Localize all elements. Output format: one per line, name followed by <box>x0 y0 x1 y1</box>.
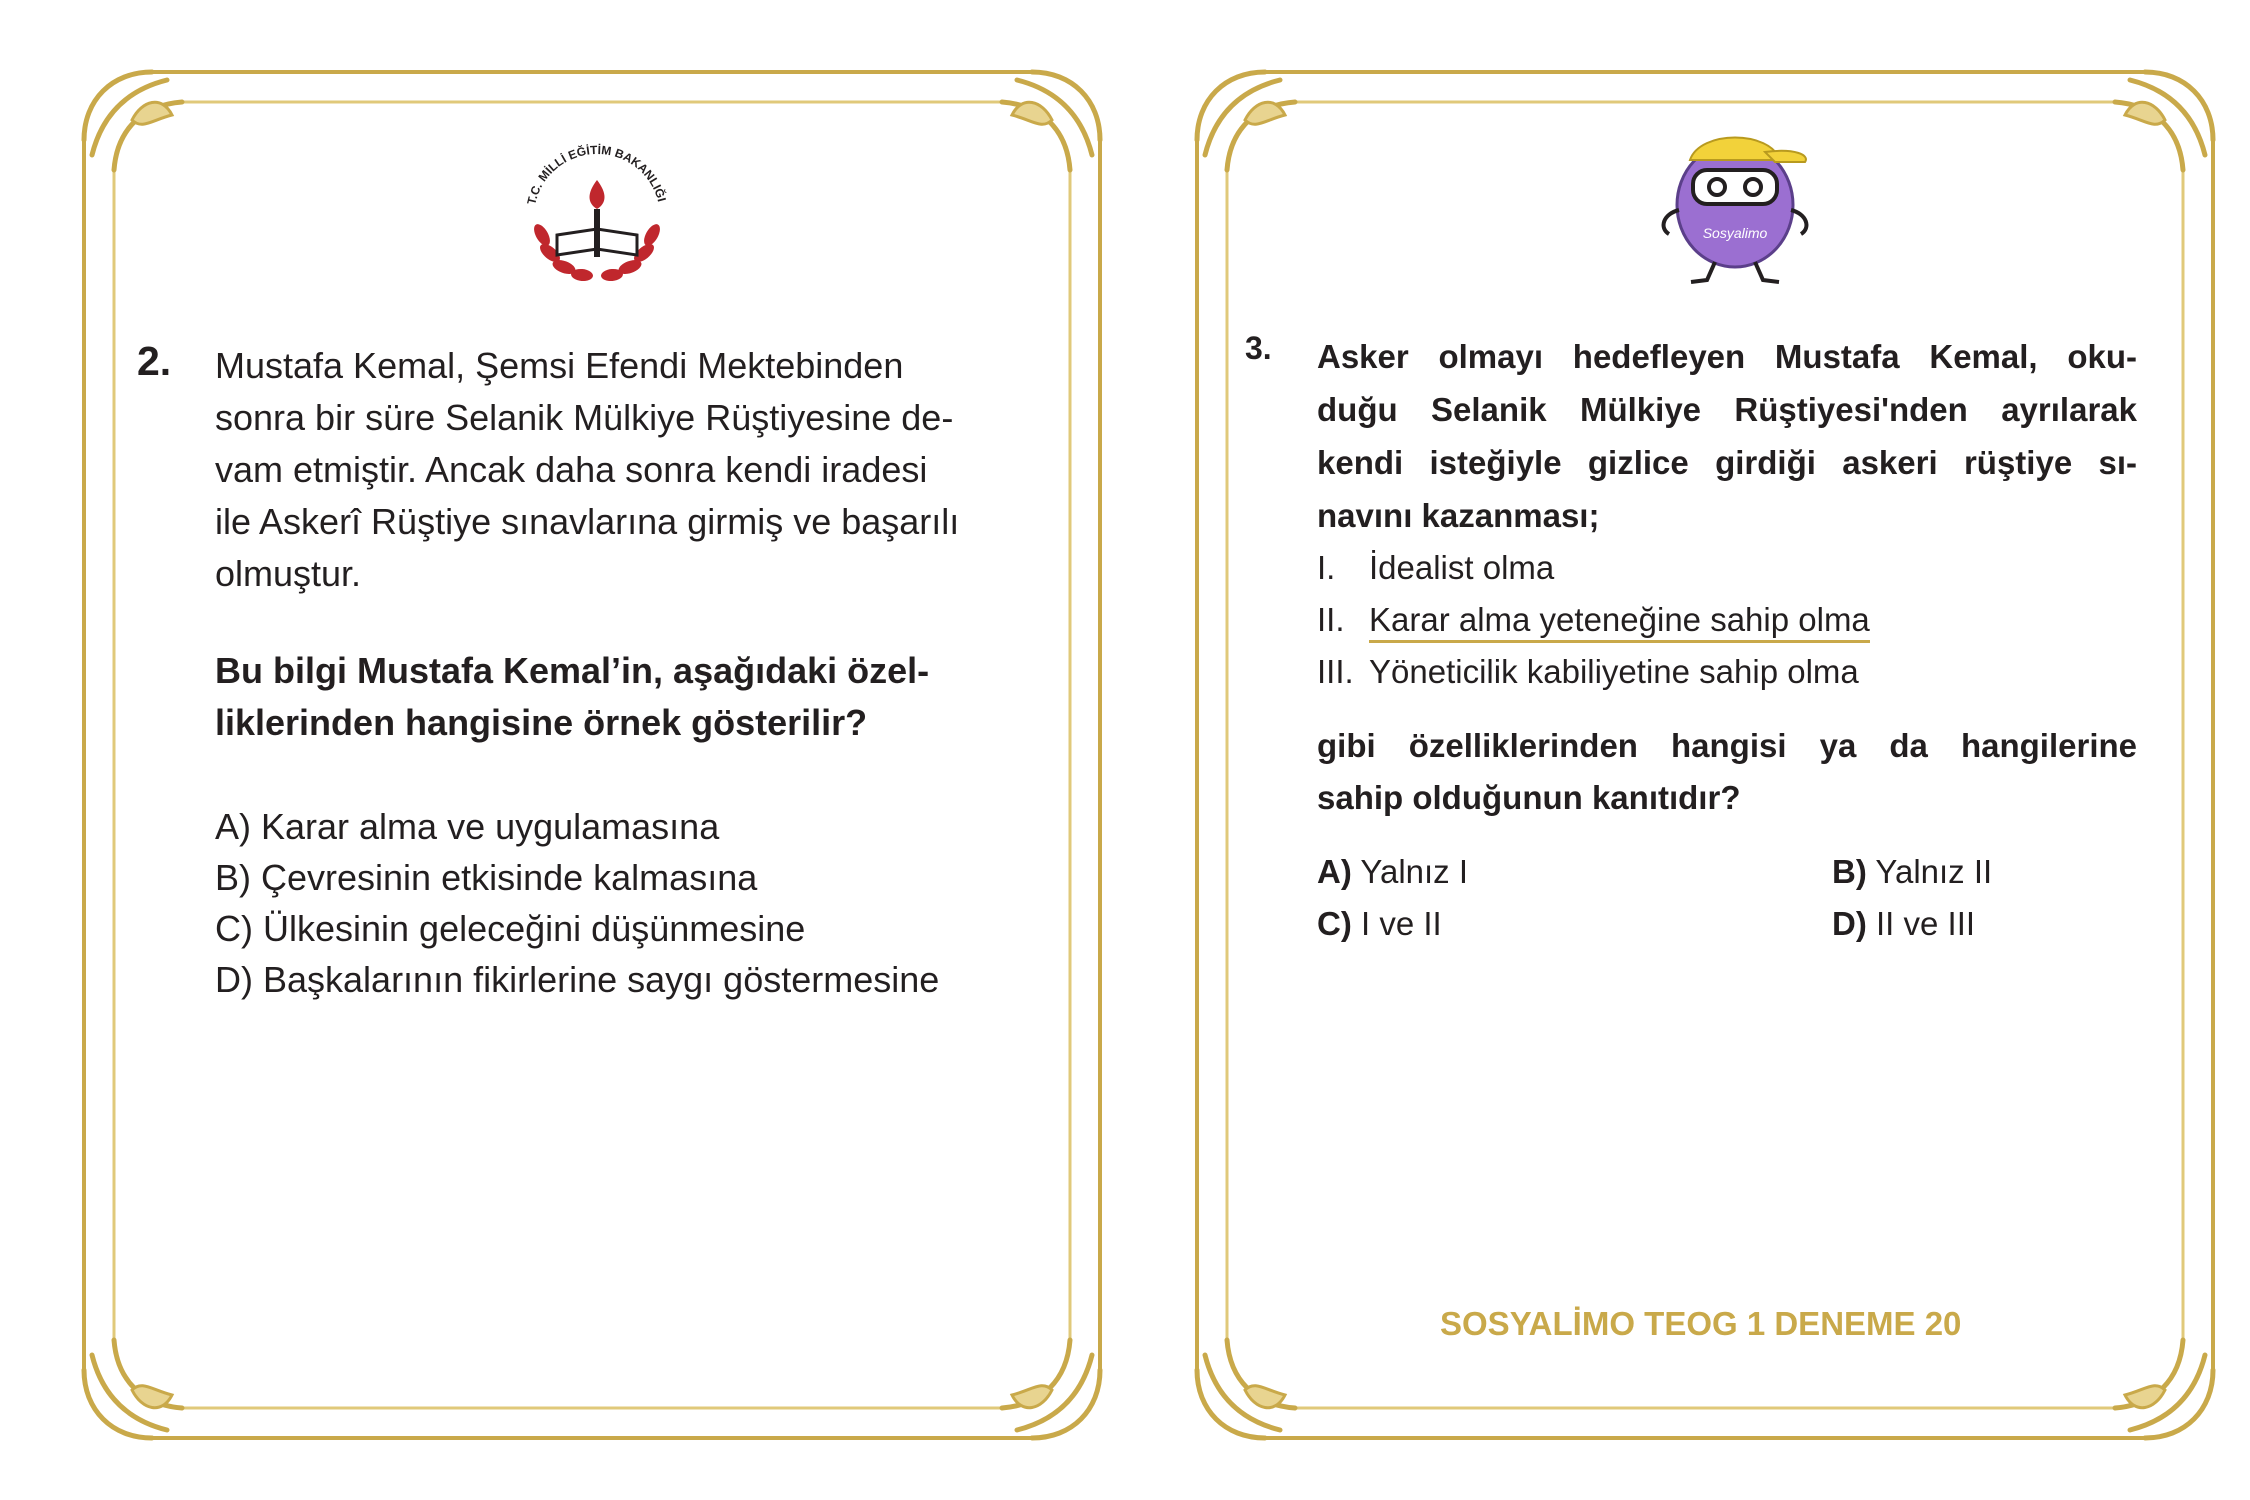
statement-numeral: III. <box>1317 653 1354 690</box>
seal-arc-text: T.C. MİLLİ EĞİTİM BAKANLIĞI <box>524 142 669 206</box>
option-text: I ve II <box>1351 905 1442 942</box>
statement-text: Yöneticilik kabiliyetine sahip olma <box>1369 653 1859 690</box>
sosyalimo-mascot-icon <box>1645 110 1825 290</box>
statement-text: İdealist olma <box>1369 549 1555 586</box>
answer-option-d <box>1832 898 1975 950</box>
question-2 <box>137 340 1037 1005</box>
option-key: A) <box>1317 853 1352 890</box>
question-stem-line: Asker olmayı hedefleyen Mustafa Kemal, oku- <box>1317 338 2137 375</box>
question-prompt-line: gibi özelliklerinden hangisi ya da hangilerine <box>1317 727 2137 764</box>
answer-options <box>1317 846 2137 956</box>
question-stem-line: duğu Selanik Mülkiye Rüştiyesi'nden ayrılarak <box>1317 391 2137 428</box>
answer-option-b <box>1832 846 1992 898</box>
question-stem-line: sonra bir süre Selanik Mülkiye Rüştiyesine de- <box>215 397 954 438</box>
answer-option-b: B) Çevresinin etkisinde kalmasına <box>215 857 758 898</box>
question-number: 3. <box>1245 330 1272 366</box>
mascot-label: Sosyalimo <box>1702 225 1768 241</box>
answer-option-d: D) Başkalarının fikirlerine saygı göstermesine <box>215 959 940 1000</box>
statement-ii <box>1317 594 2137 646</box>
answer-option-c <box>1317 898 1442 950</box>
statement-iii <box>1317 646 2137 698</box>
option-key: B) <box>1832 853 1867 890</box>
question-stem-line: navını kazanması; <box>1317 497 1600 534</box>
question-prompt-line: liklerinden hangisine örnek gösterilir? <box>215 702 868 743</box>
question-3 <box>1245 330 2145 956</box>
answer-option-c: C) Ülkesinin geleceğini düşünmesine <box>215 908 806 949</box>
option-key: D) <box>1832 905 1867 942</box>
question-card-2 <box>72 60 1112 1450</box>
option-text: II ve III <box>1866 905 1976 942</box>
question-card-3 <box>1185 60 2225 1450</box>
statement-text: Karar alma yeteneğine sahip olma <box>1369 601 1870 643</box>
ministry-seal-icon <box>512 125 682 295</box>
question-stem-line: kendi isteğiyle gizlice girdiği askeri rüştiye sı- <box>1317 444 2137 481</box>
question-number: 2. <box>137 338 172 384</box>
statement-numeral: II. <box>1317 601 1345 638</box>
answer-option-a <box>1317 846 1468 898</box>
question-stem-line: ile Askerî Rüştiye sınavlarına girmiş ve başarılı <box>215 501 960 542</box>
statement-i <box>1317 542 2137 594</box>
statement-numeral: I. <box>1317 549 1336 586</box>
question-stem-line: Mustafa Kemal, Şemsi Efendi Mektebinden <box>215 345 904 386</box>
question-prompt-line: sahip olduğunun kanıtıdır? <box>1317 779 1741 816</box>
option-text: Yalnız I <box>1351 853 1469 890</box>
footer-label: SOSYALİMO TEOG 1 DENEME 20 <box>1440 1305 1962 1342</box>
option-text: Yalnız II <box>1866 853 1993 890</box>
answer-option-a: A) Karar alma ve uygulamasına <box>215 806 720 847</box>
question-stem-line: vam etmiştir. Ancak daha sonra kendi iradesi <box>215 449 928 490</box>
question-prompt-line: Bu bilgi Mustafa Kemal’in, aşağıdaki özel- <box>215 650 930 691</box>
option-key: C) <box>1317 905 1352 942</box>
question-stem-line: olmuştur. <box>215 553 362 594</box>
